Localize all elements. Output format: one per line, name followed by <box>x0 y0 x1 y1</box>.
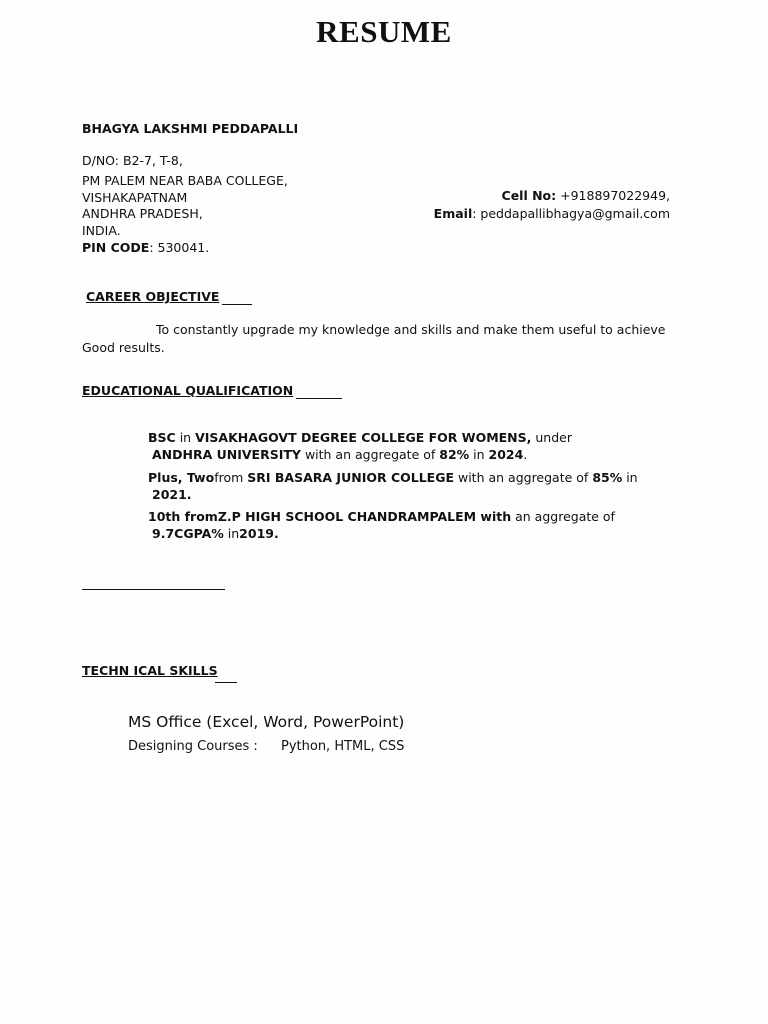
heading-underline <box>215 682 237 683</box>
address-line: D/NO: B2-7, T-8, <box>82 153 183 168</box>
bsc-percent: 82% <box>439 447 470 462</box>
bsc-aggregate-text: with an aggregate of <box>300 447 440 462</box>
address-line: VISHAKAPATNAM <box>82 189 188 205</box>
bsc-in-text: in <box>175 430 196 445</box>
career-objective-heading: CAREER OBJECTIVE <box>86 289 220 304</box>
cell-label: Cell No: <box>501 188 557 203</box>
email-label: Email <box>433 205 473 221</box>
plus-two-in: in <box>622 470 638 485</box>
address-line: ANDHRA PRADESH, <box>82 206 203 222</box>
cell-value: +918897022949, <box>556 188 670 203</box>
skills-courses-label: Designing Courses : <box>128 739 258 754</box>
bsc-college: VISAKHAGOVT DEGREE COLLEGE FOR WOMENS, <box>195 430 532 445</box>
skills-ms-office: MS Office (Excel, Word, PowerPoint) <box>128 713 405 731</box>
bsc-university: ANDHRA UNIVERSITY <box>152 447 301 462</box>
bsc-degree: BSC <box>148 430 176 445</box>
tenth-degree: 10th fromZ.P HIGH SCHOOL CHANDRAMPALEM with <box>148 509 512 524</box>
career-objective-line2: Good results. <box>82 340 165 355</box>
tenth-cgpa: 9.7CGPA% <box>152 526 224 541</box>
bsc-year: 2024 <box>488 447 524 462</box>
bsc-end: . <box>523 447 528 462</box>
career-objective-line1: To constantly upgrade my knowledge and skills and make them useful to achieve <box>156 322 666 337</box>
cell-number <box>434 187 670 205</box>
tenth-entry <box>148 508 615 542</box>
bsc-entry <box>148 429 572 463</box>
address-block <box>82 152 288 256</box>
address-line: PM PALEM NEAR BABA COLLEGE, <box>82 172 288 188</box>
address-line: INDIA. <box>82 223 121 239</box>
email-value: : peddapallibhagya@gmail.com <box>472 205 670 221</box>
bsc-in-year-text: in <box>469 447 489 462</box>
plus-two-percent: 85% <box>592 470 623 485</box>
bsc-under-text: under <box>531 430 572 445</box>
section-divider-line <box>82 589 225 590</box>
tenth-year: 2019. <box>239 526 279 541</box>
pin-code-value: : 530041. <box>149 239 210 255</box>
email <box>434 205 670 222</box>
technical-skills-heading: TECHN ICAL SKILLS <box>82 663 218 678</box>
contact-block <box>434 187 670 222</box>
plus-two-college: SRI BASARA JUNIOR COLLEGE <box>247 470 455 485</box>
tenth-aggregate-text: an aggregate of <box>511 509 615 524</box>
plus-two-year: 2021. <box>152 487 192 502</box>
plus-two-aggregate-text: with an aggregate of <box>454 470 593 485</box>
heading-underline <box>222 304 252 305</box>
plus-two-from: from <box>214 470 248 485</box>
resume-title: RESUME <box>316 14 452 49</box>
skills-courses-value: Python, HTML, CSS <box>281 739 405 754</box>
plus-two-entry <box>148 469 638 503</box>
education-heading: EDUCATIONAL QUALIFICATION <box>82 383 294 398</box>
pin-code-label: PIN CODE <box>82 239 150 255</box>
candidate-name: BHAGYA LAKSHMI PEDDAPALLI <box>82 121 299 136</box>
tenth-in: in <box>223 526 240 541</box>
heading-underline <box>296 398 342 399</box>
plus-two-degree: Plus, Two <box>148 470 215 485</box>
pin-code <box>82 239 288 256</box>
